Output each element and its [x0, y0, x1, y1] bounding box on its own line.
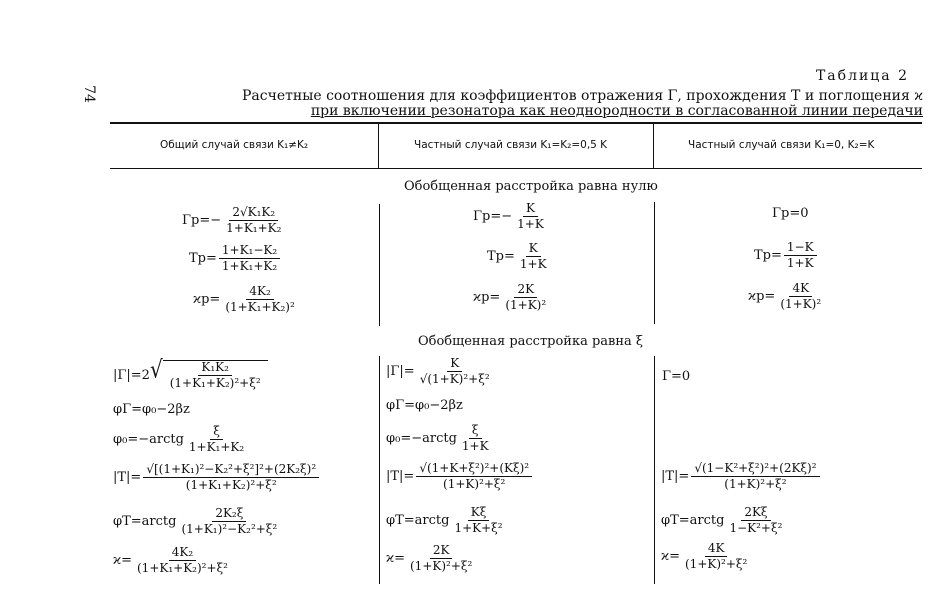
denominator: (1+K₁)²−K₂²+ξ² — [181, 522, 278, 536]
denominator: (1+K₁+K₂)²+ξ² — [137, 561, 228, 575]
lhs: Tр= — [189, 251, 217, 266]
formula-t-abs-k1-zero — [661, 462, 822, 491]
lhs: |Γ|= — [386, 364, 415, 379]
fraction — [451, 506, 505, 535]
lhs: ϰр= — [473, 290, 501, 305]
denominator: (1+K)²+ξ² — [443, 477, 506, 491]
formula-t-abs-equal — [386, 462, 534, 491]
col-divider-2-s1 — [654, 202, 655, 324]
formula-gamma-abs-k1-zero: Γ=0 — [662, 369, 691, 384]
col-divider-1-s1 — [379, 204, 380, 326]
numerator: 2K — [514, 283, 537, 298]
numerator: ξ — [469, 424, 482, 439]
radical-sign: √ — [146, 462, 154, 476]
denominator: 1+K₁+K₂ — [226, 221, 282, 235]
formula-t-k1-zero — [754, 241, 819, 270]
numerator — [416, 462, 532, 477]
formula-phi-t-equal — [386, 506, 508, 535]
formula-phi-gamma-general: φΓ=φ₀−2βz — [113, 402, 190, 417]
fraction — [407, 544, 475, 573]
fraction — [726, 506, 785, 535]
lhs: ϰ= — [661, 549, 680, 564]
fraction — [178, 507, 280, 536]
radical-sign: √ — [149, 354, 163, 384]
fraction — [143, 463, 319, 492]
numerator: K — [526, 242, 541, 257]
lhs: φT=arctg — [661, 513, 725, 528]
numerator: 4K₂ — [169, 546, 196, 561]
denominator: (1+K)²+ξ² — [410, 559, 473, 573]
numerator: 2Kξ — [741, 506, 770, 521]
col-divider-2-s2 — [654, 356, 655, 584]
fraction — [222, 285, 297, 314]
sqrt — [149, 354, 268, 390]
column-head-equal: Частный случай связи K₁=K₂=0,5 K — [414, 139, 608, 151]
numerator: K — [447, 357, 462, 372]
formula-phi0-equal — [386, 424, 494, 453]
radicand: [(1+K₁)²−K₂²+ξ²]²+(2K₂ξ)² — [153, 462, 317, 476]
formula-kappa-equal — [473, 283, 551, 312]
fraction — [167, 361, 264, 390]
numerator: 4K₂ — [246, 285, 273, 300]
denominator: (1+K₁+K₂)²+ξ² — [169, 376, 261, 390]
formula-t-abs-general — [113, 463, 321, 492]
formula-t-general — [189, 244, 282, 273]
section-title-xi-detuning: Обобщенная расстройка равна ξ — [418, 334, 644, 349]
formula-gamma-abs-equal — [386, 357, 495, 386]
lhs: Γр=− — [473, 209, 513, 224]
formula-kappa-xi-equal — [386, 544, 477, 573]
radicand: (1+K)²+ξ² — [427, 372, 490, 386]
top-rule — [110, 122, 922, 124]
denominator: (1+K)² — [505, 298, 547, 312]
page-number: 74 — [80, 85, 97, 103]
radical-sign: √ — [419, 372, 428, 386]
radicand — [163, 360, 268, 390]
table-caption — [242, 89, 923, 119]
numerator: 4K — [789, 282, 812, 297]
formula-phi-gamma-equal: φΓ=φ₀−2βz — [386, 398, 463, 413]
denominator: 1+K — [519, 257, 547, 271]
fraction — [416, 462, 532, 491]
fraction — [777, 282, 824, 311]
lhs: ϰ= — [386, 551, 405, 566]
section-title-zero-detuning: Обобщенная расстройка равна нулю — [404, 179, 658, 194]
denominator: 1+K+ξ² — [454, 521, 503, 535]
header-rule — [110, 168, 922, 169]
formula-kappa-general — [193, 285, 300, 314]
lhs: Tр= — [754, 248, 782, 263]
column-head-k1-zero: Частный случай связи K₁=0, K₂=K — [688, 139, 875, 151]
fraction — [417, 357, 493, 386]
numerator: 2√K₁K₂ — [229, 206, 278, 221]
denominator: (1+K)²+ξ² — [724, 477, 787, 491]
numerator: 4K — [705, 542, 728, 557]
fraction — [514, 202, 547, 231]
col-divider-1-head — [378, 124, 379, 168]
numerator: 2K — [430, 544, 453, 559]
denominator: (1+K₁+K₂)² — [225, 300, 295, 314]
lhs: φT=arctg — [386, 513, 450, 528]
denominator: (1+K₁+K₂)²+ξ² — [185, 478, 277, 492]
table-label: Таблица 2 — [815, 68, 909, 84]
lhs: |T|= — [113, 470, 142, 485]
formula-gamma-k1-zero: Γр=0 — [772, 206, 809, 221]
numerator: K — [523, 202, 538, 217]
fraction — [784, 241, 817, 270]
fraction — [517, 242, 550, 271]
lhs: |T|= — [386, 469, 415, 484]
lhs: ϰр= — [748, 289, 776, 304]
denominator: 1−K²+ξ² — [729, 521, 783, 535]
lhs: Γр=− — [182, 213, 222, 228]
lhs: |Γ|=2 — [113, 367, 150, 383]
formula-phi-t-k1-zero — [661, 506, 787, 535]
lhs: φ₀=−arctg — [113, 432, 184, 447]
lhs: ϰр= — [193, 292, 221, 307]
formula-kappa-xi-k1-zero — [661, 542, 752, 571]
numerator: K₁K₂ — [198, 361, 232, 376]
numerator: Kξ — [468, 506, 490, 521]
numerator: 1+K₁−K₂ — [219, 244, 280, 259]
fraction — [219, 244, 280, 273]
denominator: 1+K — [517, 217, 544, 231]
caption-line-1: Расчетные соотношения для коэффициентов отражения Γ, прохождения T и поглощения ϰ — [241, 88, 923, 104]
formula-gamma-abs-general — [113, 354, 268, 390]
fraction — [223, 206, 284, 235]
numerator: 1−K — [784, 241, 817, 256]
numerator: 2K₂ξ — [212, 507, 246, 522]
denominator — [417, 372, 493, 386]
radical-sign: √ — [694, 461, 702, 475]
numerator — [143, 463, 319, 478]
fraction — [134, 546, 231, 575]
lhs: φ₀=−arctg — [386, 431, 457, 446]
formula-gamma-general — [182, 206, 286, 235]
fraction — [186, 425, 247, 454]
lhs: Tр= — [487, 249, 515, 264]
denominator: 1+K₁+K₂ — [221, 259, 278, 273]
formula-kappa-k1-zero — [748, 282, 826, 311]
col-divider-1-s2 — [379, 356, 380, 584]
denominator: (1+K)² — [780, 297, 822, 311]
denominator: 1+K — [786, 256, 814, 270]
numerator — [691, 462, 819, 477]
formula-phi-t-general — [113, 507, 282, 536]
fraction — [502, 283, 549, 312]
formula-kappa-xi-general — [113, 546, 233, 575]
denominator: 1+K — [461, 439, 489, 453]
fraction — [691, 462, 819, 491]
denominator: 1+K₁+K₂ — [188, 440, 245, 454]
lhs: ϰ= — [113, 553, 132, 568]
lhs: φT=arctg — [113, 514, 177, 529]
formula-gamma-equal — [473, 202, 549, 231]
numerator: ξ — [210, 425, 223, 440]
column-head-general: Общий случай связи K₁≠K₂ — [160, 139, 309, 151]
radicand: (1−K²+ξ²)²+(2Kξ)² — [701, 461, 817, 475]
denominator: (1+K)²+ξ² — [685, 557, 748, 571]
fraction — [682, 542, 750, 571]
lhs: |T|= — [661, 469, 690, 484]
fraction — [459, 424, 492, 453]
radicand: (1+K+ξ²)²+(Kξ)² — [426, 461, 530, 475]
formula-t-equal — [487, 242, 552, 271]
caption-line-2: при включении резонатора как неоднородности в согласованной линии передачи — [310, 103, 923, 119]
radical-sign: √ — [419, 461, 427, 475]
col-divider-2-head — [653, 124, 654, 168]
formula-phi0-general — [113, 425, 249, 454]
